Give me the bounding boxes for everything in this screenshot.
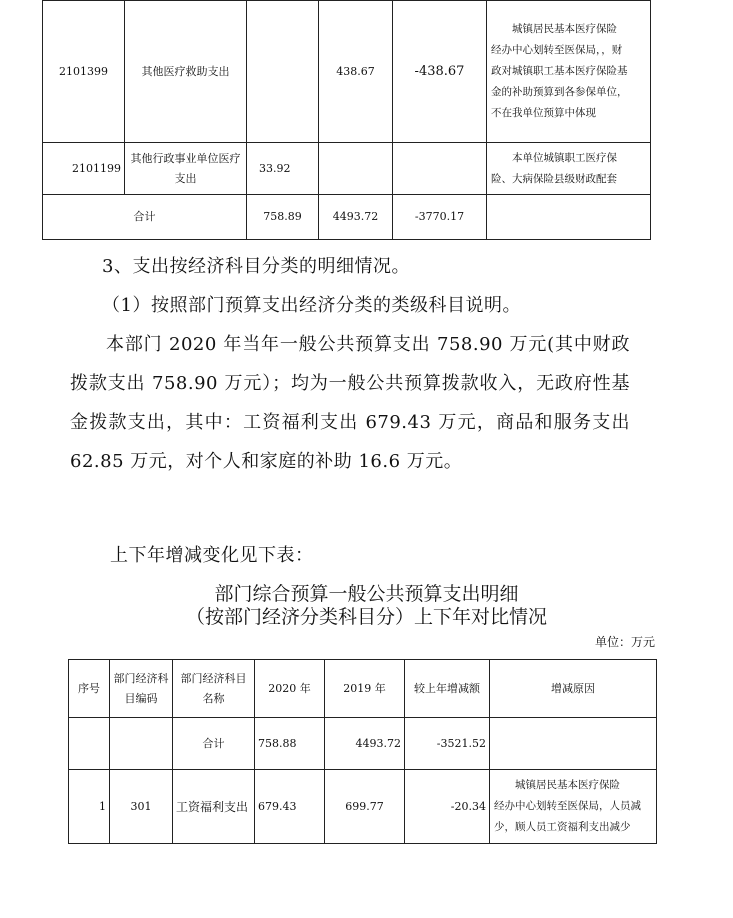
comparison-table [68,659,657,844]
table-row [43,143,651,195]
reason-line: 政对城镇职工基本医疗保险基 [491,65,628,77]
amount-2020 [247,1,319,143]
header-code: 部门经济科目编码 [110,660,173,718]
table-subtitle: （按部门经济分类科目分）上下年对比情况 [185,606,547,628]
change-amount [393,143,487,195]
subject-name: 其他医疗救助支出 [125,1,247,143]
amount-2019: 438.67 [319,1,393,143]
change-intro: 上下年增减变化见下表： [110,545,314,566]
change-reason [487,1,651,143]
section-heading: 3、支出按经济科目分类的明细情况。 [102,256,410,277]
reason-line: 经办中心划转至医保局，人员减 [494,800,641,812]
header-reason: 增减原因 [490,660,657,718]
code-cell [110,718,173,770]
reason-line: 少，顾人员工资福利支出减少 [494,821,631,833]
table-row [69,770,657,844]
total-reason [487,195,651,240]
reason-line: 城镇居民基本医疗保险 [515,779,620,791]
reason-line: 险、大病保险县级财政配套 [491,172,617,185]
reason-cell [490,718,657,770]
amount-2019 [319,143,393,195]
reason-cell [490,770,657,844]
body-paragraph: 本部门 2020 年当年一般公共预算支出 758.90 万元(其中财政拨款支出 758.90 万元）；均为一般公共预算拨款收入，无政府性基金拨款支出，其中：工资福利支出 679.43 万元，商品和服务支出 62.85 万元，对个人和家庭的补助 16.6 万元。 [70,334,630,472]
amount-2019: 4493.72 [325,718,405,770]
amount-2020: 679.43 [255,770,325,844]
name-cell: 合计 [173,718,255,770]
code-cell: 301 [110,770,173,844]
table-row-total [43,195,651,240]
reason-line: 不在我单位预算中体现 [491,107,596,119]
reason-line: 金的补助预算到各参保单位， [491,86,628,98]
total-label: 合计 [43,195,247,240]
header-change: 较上年增减额 [405,660,490,718]
reason-line: 经办中心划转至医保局，，财 [491,44,623,56]
unit-label: 单位：万元 [594,635,655,649]
subject-code: 2101199 [43,143,125,195]
change-amount: -20.34 [405,770,490,844]
reason-line: 本单位城镇职工医疗保 [512,151,617,164]
change-reason [487,143,651,195]
header-name: 部门经济科目名称 [173,660,255,718]
change-amount: -3521.52 [405,718,490,770]
name-cell: 工资福利支出 [173,770,255,844]
change-amount: -438.67 [393,1,487,143]
amount-2020: 758.88 [255,718,325,770]
header-2020: 2020 年 [255,660,325,718]
subject-code: 2101399 [43,1,125,143]
total-2020: 758.89 [247,195,319,240]
table-header-row [69,660,657,718]
table-row [43,1,651,143]
amount-2020: 33.92 [247,143,319,195]
amount-2019: 699.77 [325,770,405,844]
total-2019: 4493.72 [319,195,393,240]
seq-cell: 1 [69,770,110,844]
subject-name: 其他行政事业单位医疗支出 [125,143,247,195]
expense-table-continued [42,0,651,240]
header-2019: 2019 年 [325,660,405,718]
reason-line: 城镇居民基本医疗保险 [512,23,617,35]
seq-cell [69,718,110,770]
subsection-heading: （1）按照部门预算支出经济分类的类级科目说明。 [102,295,521,316]
header-seq: 序号 [69,660,110,718]
table-title: 部门综合预算一般公共预算支出明细 [214,583,519,605]
table-row-total [69,718,657,770]
total-change: -3770.17 [393,195,487,240]
